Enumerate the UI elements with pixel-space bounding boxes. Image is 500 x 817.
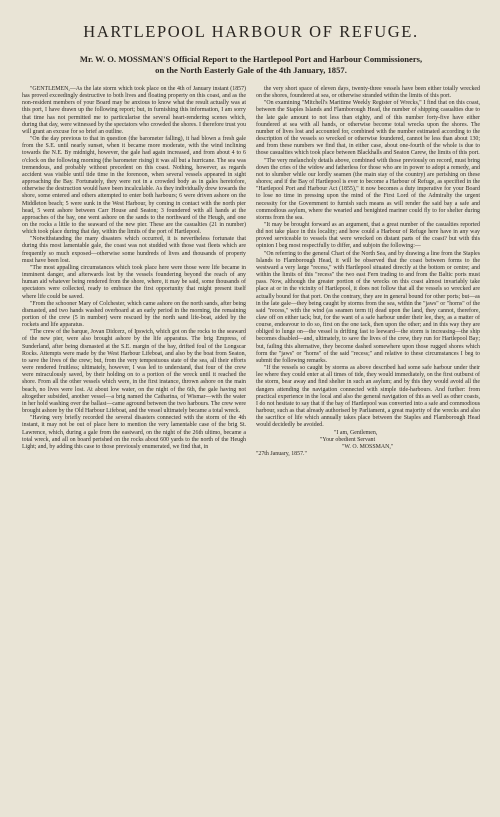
paragraph: "The crew of the barque, Jovan Didcerz, of Ipswich, which got on the rocks to the seaward of the new pier, were also brought ashore by the life apparatus. The brig Empress, of Sunderland, after being dismasted at the S.E. margin of the bay, drifted foul of the Longscar Rocks. Attempts were made by the West Harbour Lifeboat, and also by the boat from Seaton, to save the lives of the crew; but, from the very tempestuous state of the sea, all their efforts were rendered fruitless; ultimately, however, I was led to understand, that four of the crew were miraculously saved, by their holding on to a portion of the wreck until it reached the shore. From all the other vessels which were, in the first instance, thrown ashore on the main beach, no lives were lost. At about low water, on the night of the 6th, the gale having not altogether subsided, another vessel—a brig named the Catharina, of Wismar—with the water in her hold washing over the ballast—came aground between the two harbours. The crew were brought ashore by the Old Harbour Lifeboat, and the vessel ultimately became a total wreck. xyxy=(22,329,246,415)
paragraph: the very short space of eleven days, twenty-three vessels have been either totally wrecked on the shores, foundered at sea, or otherwise stranded within the limits of this port. xyxy=(256,86,480,100)
paragraph: "If the vessels so caught by storms as above described had some safe harbour under their lee where they could enter at all times of tide, they would immediately, on the first outburst of the storm, bear away and find shelter in such an asylum; and by this they would avoid all the dangers attending the navigation connected with simple tide-harbours. And further: from practical experience in the local and also the general navigation of this as well as other coasts, I do not hesitate to say that if the bay of Hartlepool was converted into a safe and commodious harbour, such as that already authorised by Parliament, a great majority of the wrecks and also the sacrifice of life which annually takes place between the Staples and Flamborough Head would decidedly be avoided. xyxy=(256,365,480,429)
paragraph: "The most appalling circumstances which took place here were those were life became in imminent danger, and afterwards lost by the vessels foundering beyond the reach of any human aid whatever being rendered from the shore, where, it may be said, some thousands of spectators were collected, ready to embrace the first opportunity that might present itself where life could be saved. xyxy=(22,264,246,300)
subtitle-line-1: Mr. W. O. MOSSMAN'S Official Report to the Hartlepool Port and Harbour Commissioners, xyxy=(79,54,423,64)
paragraph: "On referring to the general Chart of the North Sea, and by drawing a line from the Staples Islands to Flamborough Head, it will be observed that the coast between forms to the westward a very large "recess," with Hartlepool situated directly at the bottom or centre; and within the limits of this "recess" the two east Fern trading to and from the Baltic ports must pass. Now, although the greater portion of the wrecks on this coast almost invariably take place at or in the vicinity of Hartlepool, it does not follow that all the vessels so wrecked are actually bound for that port. On the contrary, they are in general bound for other ports; but—as in the late gale—they being caught by storms from the sea, within the "jaws" or "horns" of the said "recess," with the wind (as seamen term it) dead upon the land, they cannot, therefore, claw off on either tack; but, for the want of a safe harbour under their lee, they, as a matter of course, endeavour to do so, first on the one tack, then upon the other; and in this way they are obliged to lunge on—the vessel is drifting fast to leeward—the storm is increasing—the ship becomes disabled—and, ultimately, to save the lives of the crew, they run for Hartlepool Bay; but, failing this alternative, they become dashed somewhere upon those rugged shores which form the "jaws" or "horns" of the said "recess;" and relative to these circumstances I beg to submit the following remarks. xyxy=(256,250,480,364)
paragraph: "On examining "Mitchell's Maritime Weekly Register of Wrecks," I find that on this coast, between the Staples Islands and Flamborough Head, the number of shipping casualties due to the late gale amount to not less than eighty, and of this number forty-five have either foundered at sea with all hands, or otherwise become total wrecks upon the shores. The number of lives lost and accounted for, combined with the number estimated according to the description of the vessels so wrecked or otherwise foundered, cannot be less than about 130; and from these numbers we find that, in either case, about one-fourth of the whole is due to those casualties which took place between Blackhalls and Seaton Carew, the limits of this port. xyxy=(256,100,480,157)
paragraph: "From the schooner Mary of Colchester, which came ashore on the north sands, after being dismasted, and two hands washed overboard at an early period in the morning, the remaining portion of the crew (5 in number) were rescued by the north sand life-boat, aided by the rockets and life apparatus. xyxy=(22,300,246,329)
closing-signatory: "W. O. MOSSMAN," xyxy=(342,443,394,450)
paragraph: "GENTLEMEN,—As the late storm which took place on the 4th of January instant (1857) has proved exceedingly destructive to both lives and floating property on this coast, and as the non-resident members of your Board may be anxious to know what the result actually was at this port, I have drawn up the following report; but, in furnishing this information, I am sorry that time has not permitted me to particularise the several heart-rendering scenes which, during that day, were witnessed by the spectators who crowded the shores. I therefore trust you will grant an excuse for so brief an outline. xyxy=(22,86,246,135)
body-columns xyxy=(22,86,480,458)
paragraph: "On the day previous to that in question (the barometer falling), it had blown a fresh gale from the S.E. until nearly sunset, when it became more moderate, with the wind inclining towards the N.E. By midnight, however, the gale had again increased, and from about 4 to 6 o'clock on the following morning (the barometer rising) it was all but a hurricane. The sea was tremendous, and probably without precedent on this coast. Nothing, however, as regards accident was visible until tide time in the forenoon, when several vessels appeared in sight approaching the Bay. Fortunately, they were not in a crowded body as in gales heretofore, otherwise the destruction would have been incalculable. As they individually drew towards the shore, some entered and others attempted to enter both harbours; 6 were driven ashore on the Middleton beach; 5 were sunk in the West Harbour, by coming in contact with the north pier head, 5 went ashore between Carr House and Seaton; 3 foundered with all hands at the approaches of the bay, one went ashore on the sands to the northward of the Heugh, and one on the rocks a little to the seaward of the new pier. These are the casualties (21 in number) which took place during that day, within the limits of the port of Hartlepool. xyxy=(22,136,246,236)
paragraph: "Having very briefly recorded the several disasters connected with the storm of the 4th instant, it may not be out of place here to mention the very lamentable case of the brig St. Lawrence, which, during a gale from the eastward, on the night of the 26th ultimo, became a total wreck, and all on board perished on the rocks about 600 yards to the north of the Heugh Light; and, by adding this case to those previously enumerated, we find that, in xyxy=(22,415,246,450)
closing-salutation: "I am, Gentlemen, xyxy=(334,429,378,436)
right-column xyxy=(256,86,480,458)
left-column xyxy=(22,86,246,458)
paragraph: "Notwithstanding the many disasters which occurred, it is nevertheless fortunate that during this most lamentable gale, the coast was not studded with those vast fleets which are frequently so much exposed—otherwise some hundreds of lives and thousands of property must have been lost. xyxy=(22,236,246,264)
paragraph: "It may be brought forward as an argument, that a great number of the casualties reported did not take place in this locality; and how could a Harbour of Refuge here have in any way proved serviceable to vessels that were wrecked on distant parts of the coast? but with this opinion I beg most respectfully to differ, and subjoin the following:— xyxy=(256,221,480,250)
document-title: HARTLEPOOL HARBOUR OF REFUGE. xyxy=(83,22,419,41)
closing-signature xyxy=(256,430,480,459)
document-subtitle xyxy=(22,54,480,76)
closing-servant: "Your obedient Servant xyxy=(320,436,376,443)
paragraph: "The very melancholy details above, combined with those previously on record, must bring down the cries of the widow and fatherless for those who are in power to adopt a remedy, and not to slumber while our lordly seamen (the main stay of the country) are perishing on these shores; and if the Bay of Hartlepool is ever to become a Harbour of Refuge, as specified in the "Hartlepool Port and Harbour Act (1855)," it now becomes a duty imperative for your Board to lose no time in pressing upon the mind of the First Lord of the Admiralty the urgent necessity for the Government to furnish such means as will render the said bay a safe and commodious asylum, where the wearied and benighted mariner could fly to for shelter during storms from the sea. xyxy=(256,157,480,221)
subtitle-line-2: on the North Easterly Gale of the 4th January, 1857. xyxy=(155,65,347,75)
closing-date: "27th January, 1857." xyxy=(256,450,307,457)
